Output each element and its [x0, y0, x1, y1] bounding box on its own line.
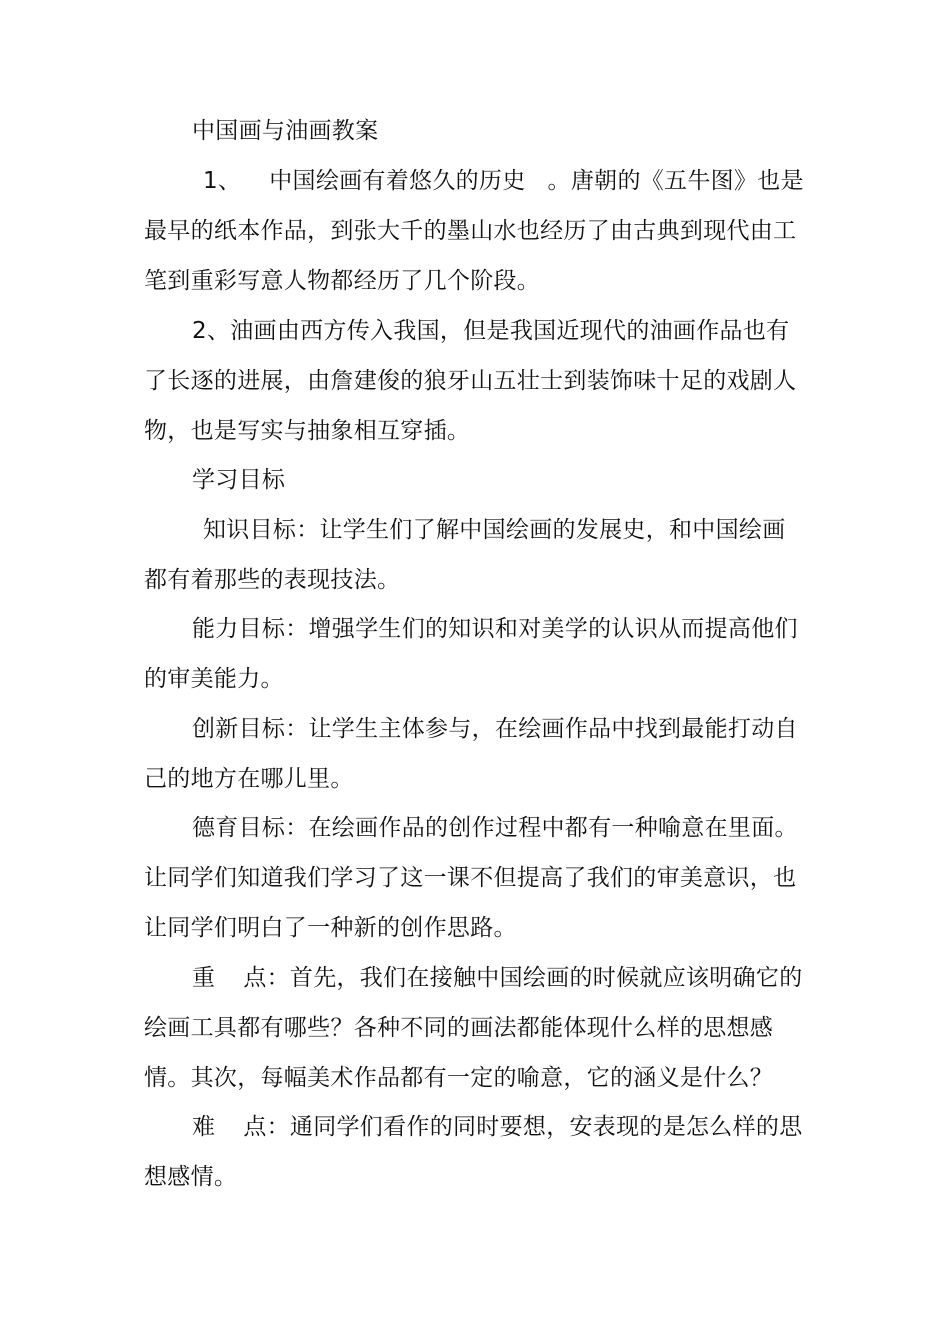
paragraph-1-line-2: 最早的纸本作品，到张大千的墨山水也经历了由古典到现代由工: [144, 218, 797, 244]
document-title: 中国画与油画教案: [192, 118, 379, 144]
moral-goal-line-2: 让同学们知道我们学习了这一课不但提高了我们的审美意识，也: [144, 865, 797, 891]
moral-goal-line-3: 让同学们明白了一种新的创作思路。: [144, 915, 517, 941]
moral-goal-line-1: 德育目标：在绘画作品的创作过程中都有一种喻意在里面。: [192, 815, 798, 841]
ability-goal-line-2: 的审美能力。: [144, 666, 284, 692]
difficulty-line-1: 难 点：通同学们看作的同时要想，安表现的是怎么样的思: [192, 1114, 803, 1140]
list-number-1: 1、: [203, 168, 242, 194]
paragraph-2-line-3: 物，也是写实与抽象相互穿插。: [144, 418, 471, 444]
knowledge-goal-line-1: 知识目标：让学生们了解中国绘画的发展史，和中国绘画: [203, 517, 786, 543]
innovation-goal-line-1: 创新目标：让学生主体参与，在绘画作品中找到最能打动自: [192, 716, 798, 742]
knowledge-goal-line-2: 都有着那些的表现技法。: [144, 567, 401, 593]
paragraph-1-line-3: 笔到重彩写意人物都经历了几个阶段。: [144, 268, 541, 294]
key-point-line-2: 绘画工具都有哪些？各种不同的画法都能体现什么样的思想感: [144, 1015, 774, 1041]
paragraph-2-line-2: 了长逐的进展，由詹建俊的狼牙山五壮士到装饰味十足的戏剧人: [144, 368, 797, 394]
key-point-label: 重: [192, 965, 216, 991]
ability-goal-line-1: 能力目标：增强学生们的知识和对美学的认识从而提高他们: [192, 616, 798, 642]
goals-heading: 学习目标: [192, 467, 286, 493]
paragraph-1-line-1: 1、 中国绘画有着悠久的历史 。唐朝的《五牛图》也是: [203, 168, 804, 194]
difficulty-line-2: 想感情。: [144, 1164, 238, 1190]
innovation-goal-line-2: 己的地方在哪儿里。: [144, 766, 354, 792]
key-point-line-1: 重 点：首先，我们在接触中国绘画的时候就应该明确它的: [192, 965, 803, 991]
paragraph-2-line-1: 2、油画由西方传入我国，但是我国近现代的油画作品也有: [192, 318, 790, 344]
key-point-line-3: 情。其次，每幅美术作品都有一定的喻意，它的涵义是什么？: [144, 1065, 774, 1091]
difficulty-label: 难: [192, 1114, 216, 1140]
